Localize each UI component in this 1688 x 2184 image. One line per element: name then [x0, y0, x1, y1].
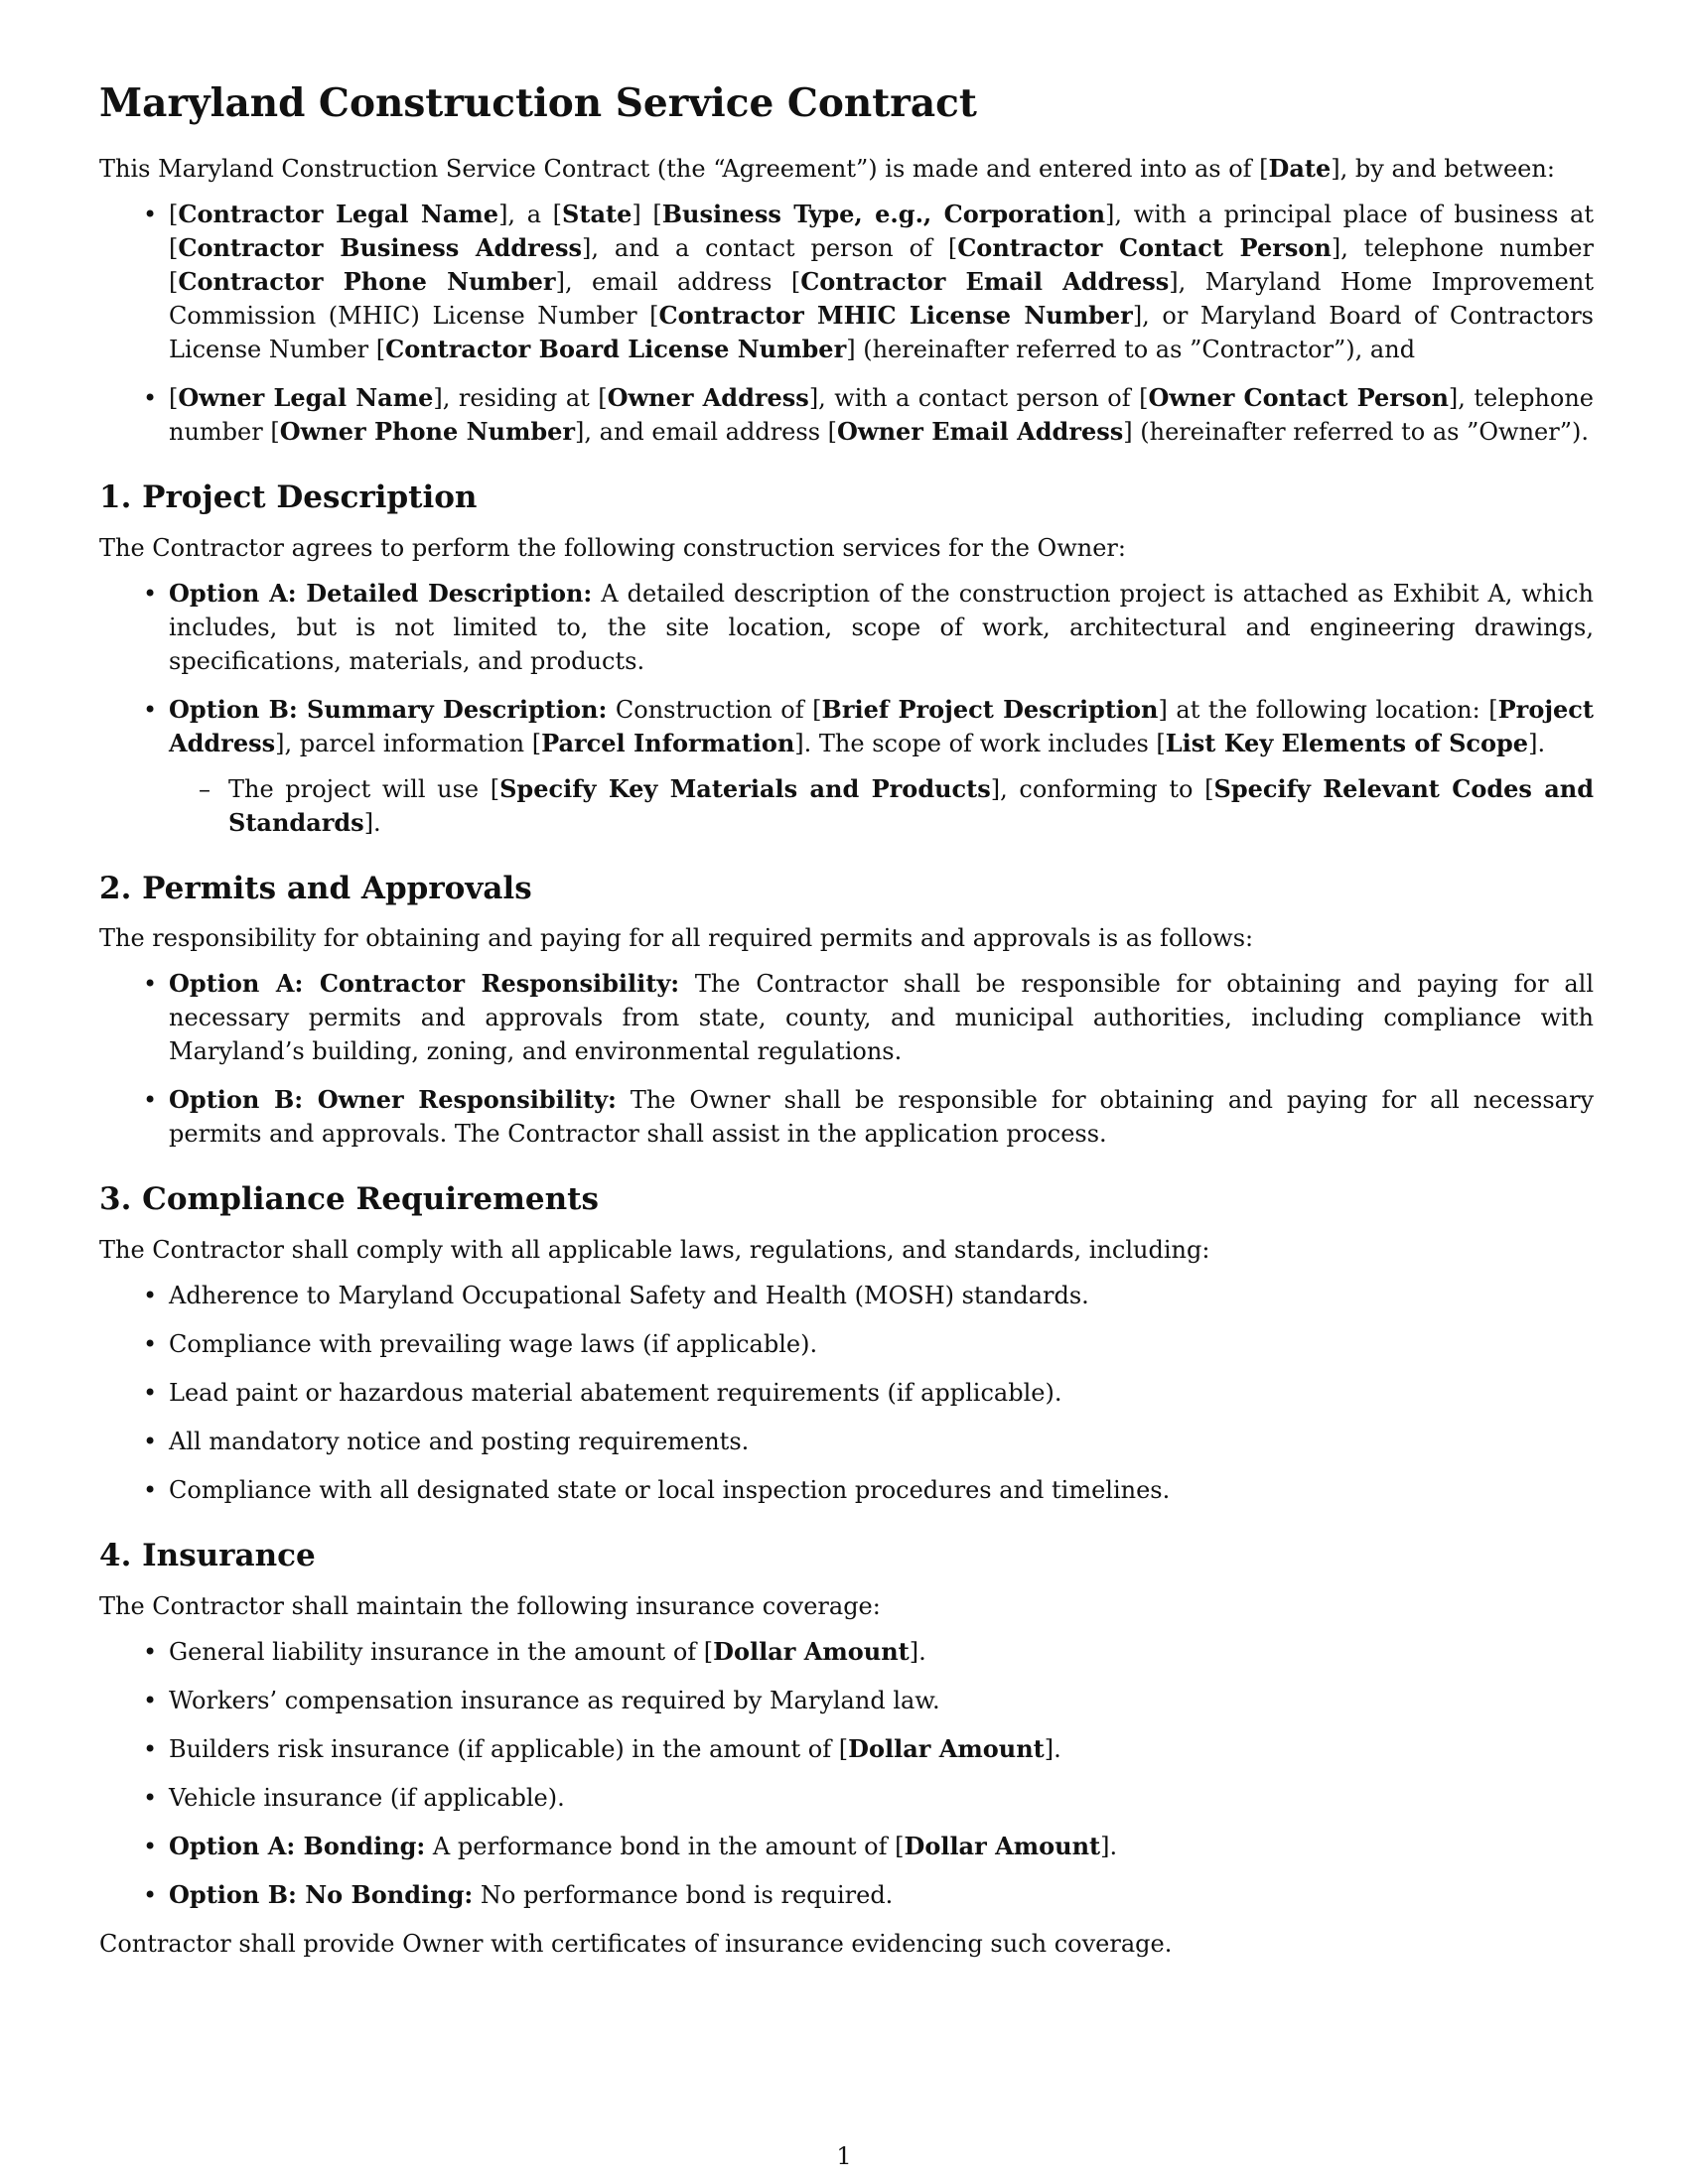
section-intro: The responsibility for obtaining and paying for all required permits and approvals is as follows:	[99, 924, 1254, 953]
text: Construction of [	[607, 695, 822, 724]
placeholder: Dollar Amount	[848, 1733, 1045, 1763]
placeholder: Contractor Legal Name	[178, 199, 499, 228]
permits-options-list	[99, 967, 1594, 1151]
text: ].	[363, 808, 381, 837]
text: ], conforming to [	[990, 774, 1214, 803]
placeholder: Dollar Amount	[713, 1636, 910, 1666]
date-placeholder: Date	[1268, 153, 1332, 183]
text: ] (hereinafter referred to as ”Owner”).	[1123, 417, 1589, 446]
text: No performance bond is required.	[473, 1880, 894, 1909]
placeholder: Specify Key Materials and Products	[499, 773, 991, 803]
list-item: • Compliance with all designated state or local inspection procedures and timelines.	[169, 1473, 1594, 1507]
text: A performance bond in the amount of [	[425, 1832, 905, 1860]
placeholder: Owner Email Address	[837, 416, 1124, 446]
list-item	[169, 1732, 1594, 1766]
list-item: • Vehicle insurance (if applicable).	[169, 1781, 1594, 1815]
project-options-list	[99, 577, 1594, 840]
text: ] (hereinafter referred to as ”Contractor”), and	[846, 335, 1416, 363]
text: ].	[1044, 1734, 1061, 1763]
section-heading-permits: 2. Permits and Approvals	[99, 870, 532, 906]
sub-item	[228, 772, 1594, 840]
placeholder: List Key Elements of Scope	[1165, 728, 1529, 757]
section-intro: The Contractor shall maintain the following insurance coverage:	[99, 1591, 881, 1620]
text: ].	[1100, 1832, 1118, 1860]
placeholder: Dollar Amount	[904, 1831, 1101, 1860]
option-b-item	[169, 1083, 1594, 1151]
section-heading-project-description: 1. Project Description	[99, 478, 478, 515]
placeholder: Brief Project Description	[821, 694, 1159, 724]
option-label: Option A: Contractor Responsibility:	[169, 969, 680, 999]
text: ] at the following location: [	[1158, 695, 1498, 724]
placeholder: Contractor Phone Number	[178, 266, 556, 296]
document-page	[99, 79, 1594, 1973]
list-item: • Compliance with prevailing wage laws (if applicable).	[169, 1327, 1594, 1361]
text: ], telephone number [	[169, 383, 1594, 446]
text: ].	[909, 1637, 926, 1666]
placeholder: Contractor Board License Number	[385, 334, 847, 363]
text: ], or Maryland Board of Contractors License Number [	[169, 301, 1594, 363]
page-number: 1	[836, 2142, 852, 2170]
text: ], residing at [	[433, 383, 608, 412]
text: ], telephone number [	[169, 233, 1594, 296]
placeholder: Parcel Information	[541, 728, 795, 757]
text: The project will use [	[228, 774, 500, 803]
text: ], with a contact person of [	[808, 383, 1149, 412]
list-item: • Lead paint or hazardous material abatement requirements (if applicable).	[169, 1376, 1594, 1410]
intro-text: This Maryland Construction Service Contract (the “Agreement”) is made and entered into as of [	[99, 154, 1269, 183]
document-title: Maryland Construction Service Contract	[99, 80, 977, 126]
sub-list	[169, 772, 1594, 840]
list-item: • Workers’ compensation insurance as required by Maryland law.	[169, 1684, 1594, 1717]
placeholder: Contractor MHIC License Number	[658, 300, 1133, 330]
text: ] [	[632, 200, 662, 228]
text: ].	[1528, 729, 1546, 757]
placeholder: Contractor Contact Person	[957, 232, 1332, 262]
insurance-list	[99, 1635, 1594, 1912]
section-intro: The Contractor shall comply with all applicable laws, regulations, and standards, including:	[99, 1236, 1210, 1264]
text: The Owner shall be responsible for obtaining and paying for all necessary permits and approvals. The Contractor shall assist in the application process.	[169, 1086, 1595, 1149]
parties-list	[99, 198, 1594, 449]
section-heading-insurance: 4. Insurance	[99, 1538, 316, 1573]
text: ], a [	[498, 200, 563, 228]
option-label: Option A: Bonding:	[169, 1831, 426, 1860]
placeholder: Owner Phone Number	[279, 416, 576, 446]
placeholder: Specify Relevant Codes and Standards	[228, 773, 1595, 837]
option-label: Option B: Owner Responsibility:	[169, 1085, 617, 1115]
list-item: • Adherence to Maryland Occupational Safety and Health (MOSH) standards.	[169, 1279, 1594, 1312]
option-a-item	[169, 577, 1594, 678]
text: [	[169, 200, 179, 228]
text: The Contractor shall be responsible for obtaining and paying for all necessary permits and approvals from state, county, and municipal authorities, including compliance with Maryland’s building, zoning, and environmental regulations.	[169, 970, 1595, 1066]
text: ], parcel information [	[275, 729, 542, 757]
text: Builders risk insurance (if applicable) in the amount of [	[169, 1734, 849, 1763]
section-heading-compliance: 3. Compliance Requirements	[99, 1181, 599, 1218]
text: [	[169, 383, 179, 412]
text: ]. The scope of work includes [	[794, 729, 1166, 757]
text: ], email address [	[555, 267, 801, 296]
text: ], Maryland Home Improvement Commission (MHIC) License Number [	[169, 267, 1594, 330]
placeholder: Owner Contact Person	[1148, 382, 1449, 412]
compliance-list	[99, 1279, 1594, 1507]
list-item	[169, 1635, 1594, 1669]
placeholder: Owner Address	[607, 382, 809, 412]
list-item	[169, 1878, 1594, 1912]
option-label: Option B: No Bonding:	[169, 1879, 474, 1909]
text: ], and email address [	[575, 417, 838, 446]
placeholder: Project Address	[169, 694, 1594, 757]
intro-paragraph	[99, 152, 1594, 186]
list-item: • All mandatory notice and posting requirements.	[169, 1425, 1594, 1458]
contractor-party-item	[169, 198, 1594, 366]
text: ], and a contact person of [	[582, 233, 958, 262]
placeholder: Business Type, e.g., Corporation	[661, 199, 1106, 228]
placeholder: Contractor Email Address	[800, 266, 1170, 296]
option-label: Option A: Detailed Description:	[169, 578, 593, 608]
placeholder: Contractor Business Address	[178, 232, 583, 262]
text: General liability insurance in the amount of [	[169, 1637, 714, 1666]
intro-text: ], by and between:	[1331, 154, 1555, 183]
option-a-item	[169, 967, 1594, 1068]
text: A detailed description of the construction project is attached as Exhibit A, which includes, but is not limited to, the site location, scope of work, architectural and engineering drawings, specifications, materials, and products.	[169, 579, 1595, 675]
text: ], with a principal place of business at [	[169, 200, 1595, 262]
closing-paragraph: Contractor shall provide Owner with certificates of insurance evidencing such coverage.	[99, 1929, 1173, 1958]
placeholder: State	[562, 199, 633, 228]
list-item	[169, 1830, 1594, 1863]
owner-party-item	[169, 381, 1594, 449]
option-label: Option B: Summary Description:	[169, 694, 608, 724]
section-intro: The Contractor agrees to perform the following construction services for the Owner:	[99, 533, 1126, 562]
placeholder: Owner Legal Name	[178, 382, 434, 412]
option-b-item	[169, 693, 1594, 840]
